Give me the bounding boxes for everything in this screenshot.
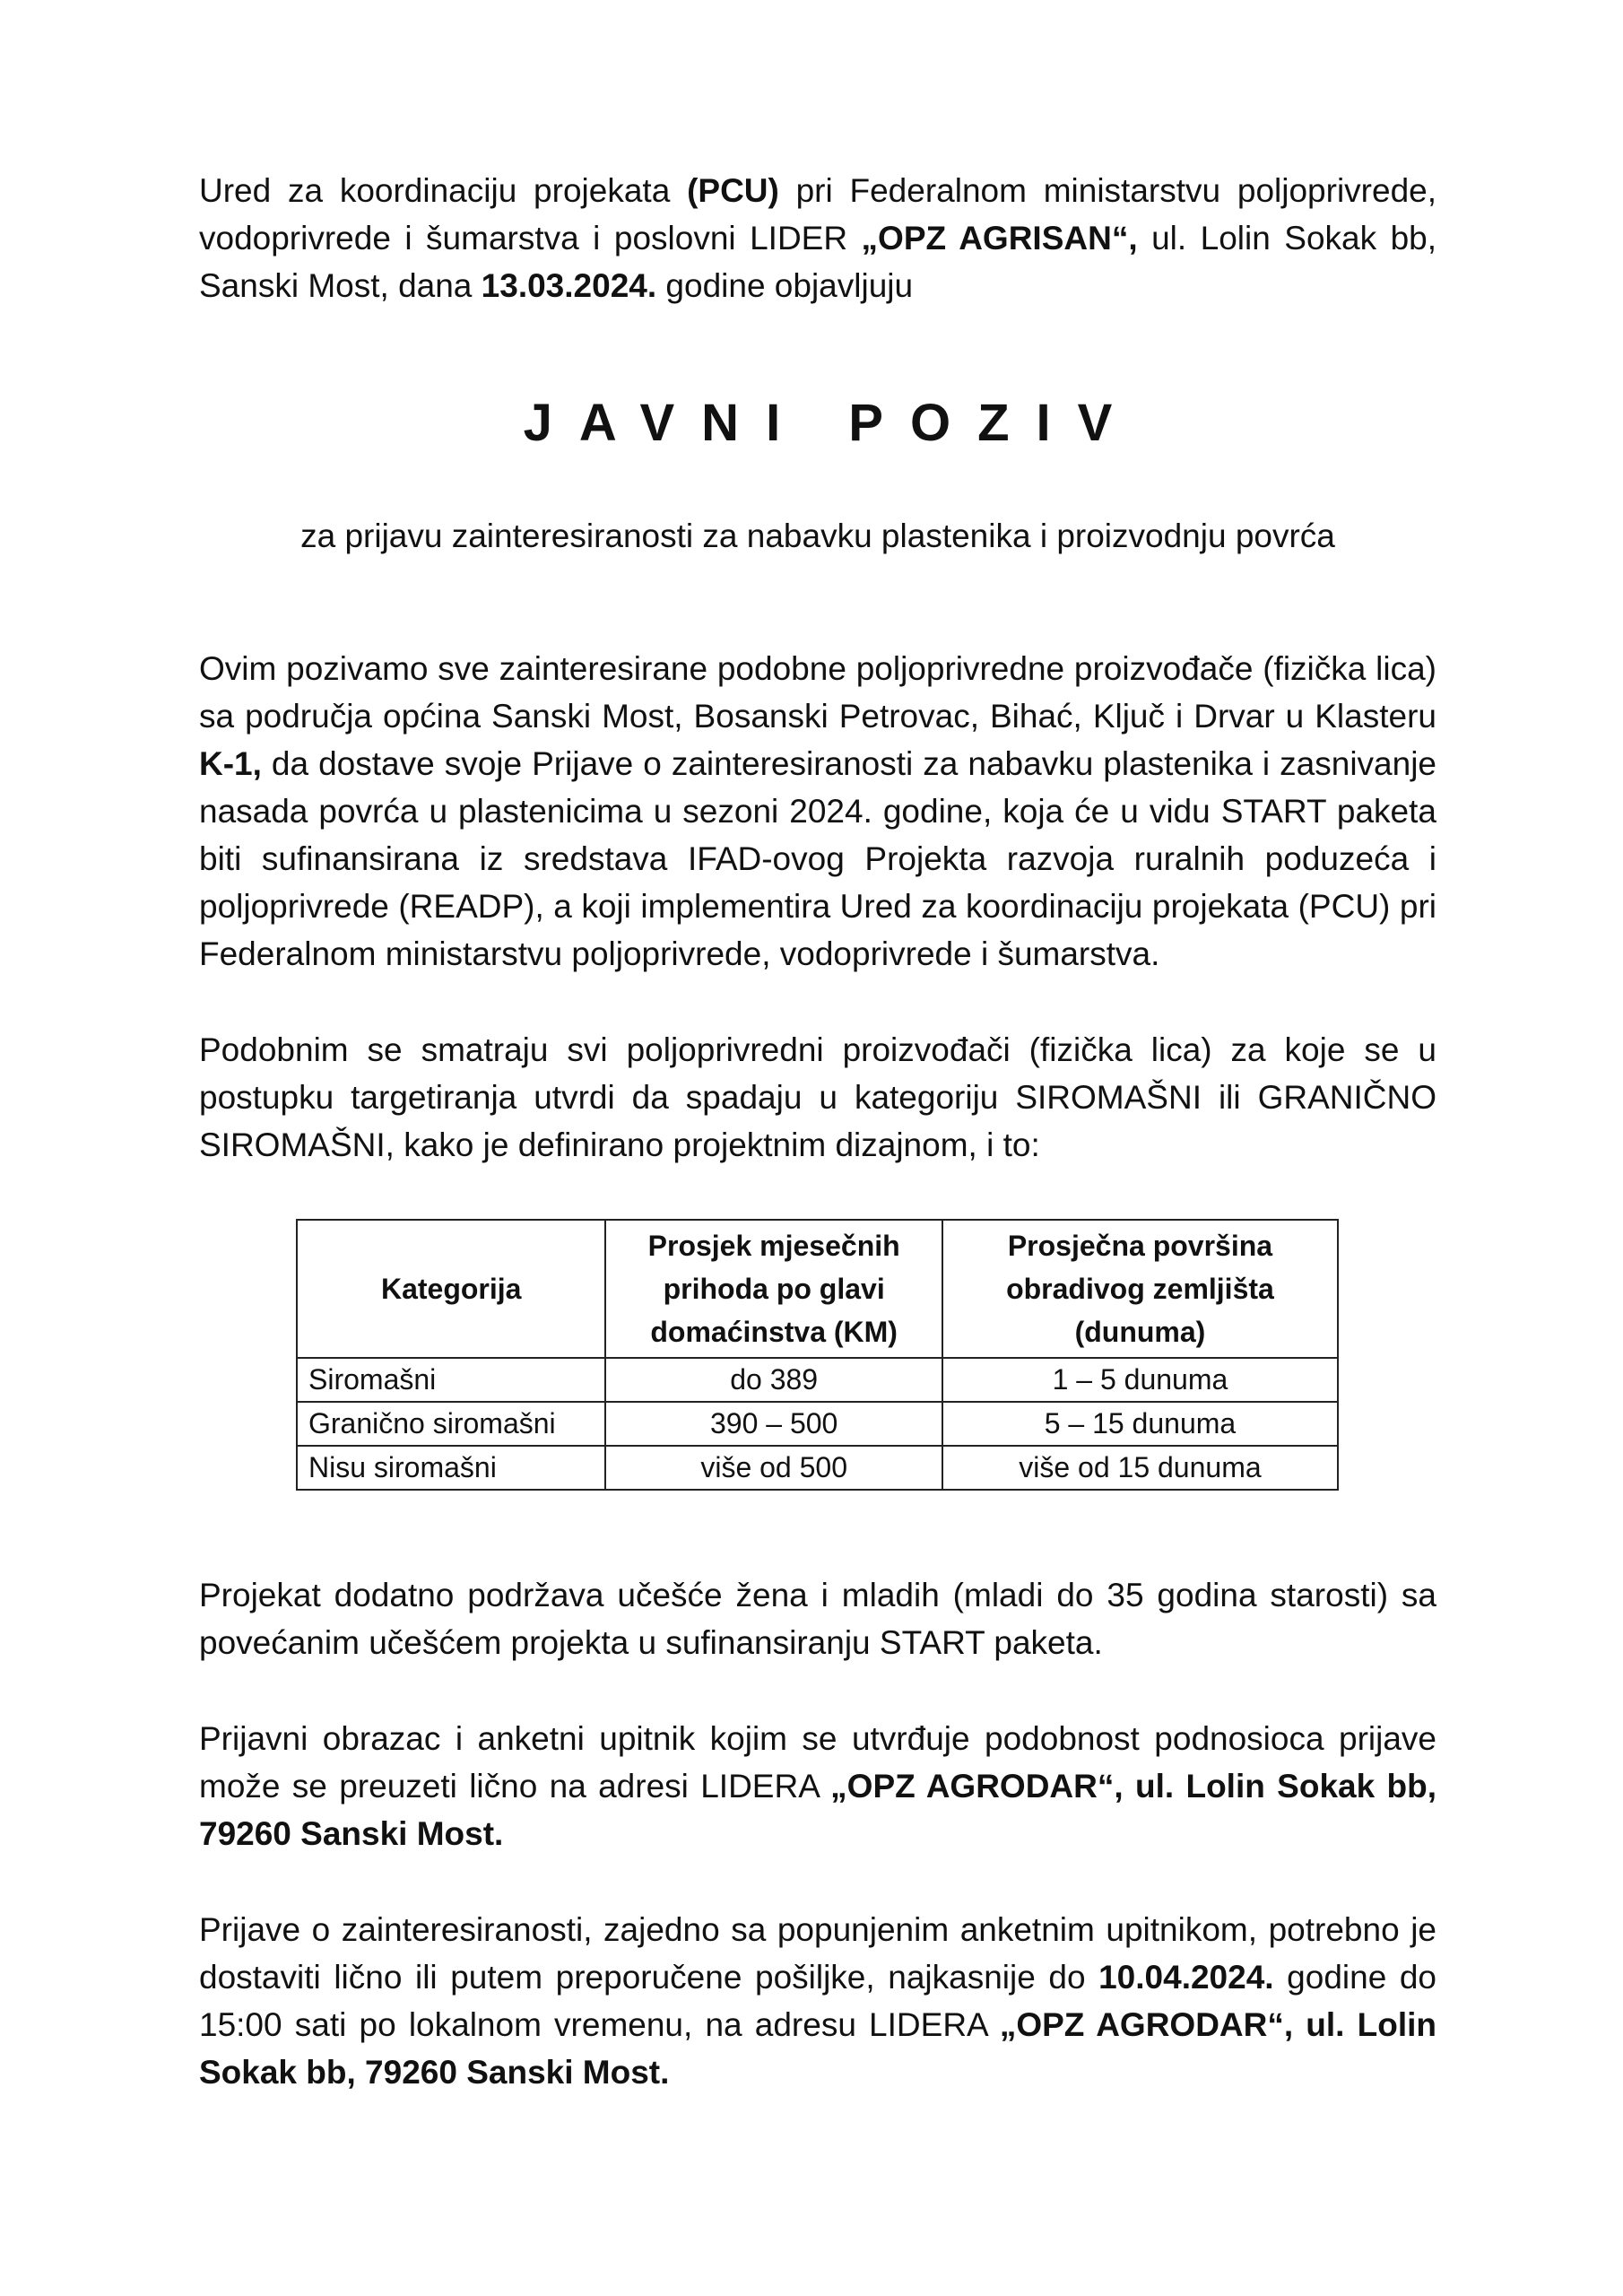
paragraph1-text-2: da dostave svoje Prijave o zainteresiranosti za nabavku plastenika i zasnivanje nasada povrća u plastenicima u sezoni 2024. godine, koja će u vidu START paketa biti sufinansirana iz sredstava IFAD-ovog Projekta razvoja ruralnih poduzeća i poljoprivrede (READP), a koji implementira Ured za koordinaciju projekata (PCU) pri Federalnom ministarstvu poljoprivrede, vodoprivrede i šumarstva. (199, 745, 1436, 972)
table-cell-land: 5 – 15 dunuma (942, 1402, 1338, 1446)
paragraph5-bold-address: „OPZ AGRODAR“, ul. Lolin Sokak bb, 79260 Sanski Most. (199, 2006, 1436, 2091)
document-page (199, 167, 1436, 2096)
paragraph4-bold-address: „OPZ AGRODAR“, ul. Lolin Sokak bb, 79260 Sanski Most. (199, 1768, 1436, 1852)
paragraph1-text-1: Ovim pozivamo sve zainteresirane podobne poljoprivredne proizvođače (fizička lica) sa područja općina Sanski Most, Bosanski Petrovac, Bihać, Ključ i Drvar u Klasteru (199, 650, 1436, 735)
table-cell-category: Nisu siromašni (297, 1446, 605, 1490)
intro-text-1: Ured za koordinaciju projekata (199, 172, 688, 209)
intro-text-4: godine objavljuju (656, 267, 914, 304)
paragraph1-bold-cluster: K-1, (199, 745, 262, 782)
intro-paragraph (199, 167, 1436, 309)
paragraph5-text-1: Prijave o zainteresiranosti, zajedno sa popunjenim anketnim upitnikom, potrebno je dostaviti lično ili putem preporučene pošiljke, najkasnije do (199, 1911, 1436, 1996)
table-header-land: Prosječna površina obradivog zemljišta (dunuma) (942, 1220, 1338, 1358)
table-cell-income: do 389 (605, 1358, 942, 1402)
table-header-row (297, 1220, 1338, 1358)
paragraph-eligibility: Podobnim se smatraju svi poljoprivredni proizvođači (fizička lica) za koje se u postupku targetiranja utvrdi da spadaju u kategoriju SIROMAŠNI ili GRANIČNO SIROMAŠNI, kako je definirano projektnim dizajnom, i to: (199, 1031, 1436, 1163)
intro-text-3: ul. Lolin Sokak bb, Sanski Most, dana (199, 220, 1436, 304)
intro-bold-pcu: (PCU) (687, 172, 779, 209)
page-title: JAVNI POZIV (523, 394, 1140, 452)
category-table (296, 1219, 1339, 1491)
intro-bold-date: 13.03.2024. (481, 267, 657, 304)
table-cell-income: više od 500 (605, 1446, 942, 1490)
paragraph5-bold-date: 10.04.2024. (1098, 1959, 1274, 1996)
page-subtitle: za prijavu zainteresiranosti za nabavku plastenika i proizvodnju povrća (300, 517, 1335, 554)
table-row (297, 1446, 1338, 1490)
paragraph-invitation (199, 645, 1436, 978)
paragraph-support: Projekat dodatno podržava učešće žena i mladih (mladi do 35 godina starosti) sa povećanim učešćem projekta u sufinansiranju START paketa. (199, 1577, 1436, 1661)
table-cell-land: 1 – 5 dunuma (942, 1358, 1338, 1402)
table-header-income: Prosjek mjesečnih prihoda po glavi domaćinstva (KM) (605, 1220, 942, 1358)
table-header-category: Kategorija (297, 1220, 605, 1358)
table-cell-category: Siromašni (297, 1358, 605, 1402)
table-cell-income: 390 – 500 (605, 1402, 942, 1446)
table-cell-category: Granično siromašni (297, 1402, 605, 1446)
paragraph5-text-2: godine do 15:00 sati po lokalnom vremenu, na adresu LIDERA (199, 1959, 1437, 2043)
intro-text-2: pri Federalnom ministarstvu poljoprivrede, vodoprivrede i šumarstva i poslovni LIDER (199, 172, 1436, 257)
paragraph-deadline (199, 1906, 1436, 2096)
table-row (297, 1358, 1338, 1402)
intro-bold-leader: „OPZ AGRISAN“, (861, 220, 1138, 257)
paragraph-form-pickup (199, 1715, 1436, 1857)
paragraph4-text-1: Prijavni obrazac i anketni upitnik kojim se utvrđuje podobnost podnosioca prijave može se preuzeti lično na adresi LIDERA (199, 1720, 1436, 1805)
table-row (297, 1402, 1338, 1446)
table-cell-land: više od 15 dunuma (942, 1446, 1338, 1490)
